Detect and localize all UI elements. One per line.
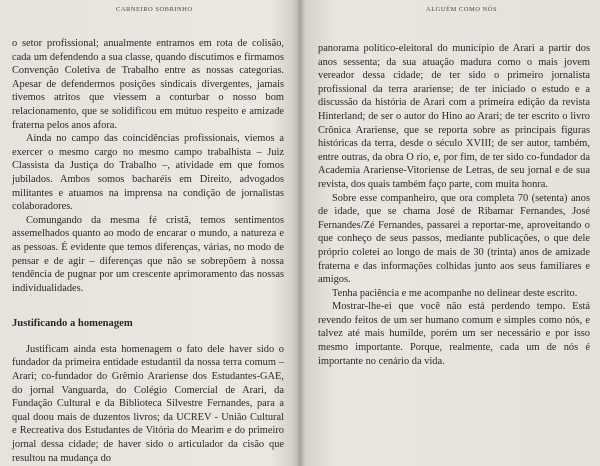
right-page	[304, 0, 600, 466]
paragraph: panorama político-eleitoral do município de Arari a partir dos anos sessenta; da sua atuação madura como o mais jovem vereador dessa cidade; de ter sido o primeiro jornalista profissional da terra arariense; de ter iniciado o estudo e a discussão da história de Arari com a primeira edição da revista Hinterland; de ser o autor do Hino ao Arari; de ter escrito o livro Crônica Arariense, que se reporta sobre as principais figuras históricas da terra, desde o século XVIII; de ser autor, também, entre outras, da obra O rio, e, por fim, de ter sido co-fundador da Academia Arariense-Vitoriense de Letras, de seu jornal e de sua revista, dos quais também faço parte, com muita honra.	[318, 43, 590, 190]
paragraph: Ainda no campo das coincidências profissionais, viemos a exercer o mesmo cargo no mesmo campo trabalhista – Juiz Classista da Justiça do Trabalho –, atividade em que fomos jubilados. Ambos somos bacharéis em Direito, advogados militantes e atuamos na imprensa na condição de jornalistas colaboradores.	[12, 133, 284, 213]
right-page-body	[318, 42, 590, 368]
left-page	[0, 0, 296, 466]
right-running-head: ALGUÉM COMO NÓS	[426, 6, 498, 13]
left-page-body	[12, 37, 284, 465]
paragraph: Comungando da mesma fé cristã, temos sentimentos assemelhados quanto ao modo de encarar o mundo, a natureza e as pessoas. É evidente que temos diferenças, várias, no modo de pensar e de agir – diferenças que não se sobrepõem à nossa tendência de pugnar por um crescente aprimoramento das nossas individualidades.	[12, 214, 284, 294]
section-heading: Justificando a homenagem	[12, 318, 133, 330]
left-running-head: CARNEIRO SOBRINHO	[116, 6, 193, 13]
paragraph: Justificam ainda esta homenagem o fato dele haver sido o fundador da primeira entidade estudantil da nossa terra comum –Arari; co-fundador do Grêmio Arariense dos Estudantes-GAE, do jornal Vanguarda, do Colégio Comercial de Arari, da Fundação Cultural e da Biblioteca Silvestre Fernandes, para a qual doou mais de duzentos livros; da UCREV - União Cultural e Recreativa dos Estudantes de Vitória do Mearim e do primeiro jornal dessa cidade; de haver sido o articulador da cisão que resultou na mudança do	[12, 343, 284, 464]
paragraph: o setor profissional; anualmente entramos em rota de colisão, cada um defendendo a sua classe, quando discutimos e firmamos Convenção Coletiva de Trabalho entre as nossas categorias. Apesar de defendermos posições sindicais divergentes, jamais tivemos atritos que viessem a conturbar o nosso bom relacionamento, que se solidificou em mútuo respeito e amizade fraterna pelos anos afora.	[12, 38, 284, 131]
paragraph: Mostrar-lhe-ei que você não está perdendo tempo. Está revendo feitos de um ser humano comum e simples como nós, e talvez até mais humilde, porém um ser necessário e por isso mesmo importante. Porque, realmente, cada um de nós é importante no cenário da vida.	[318, 301, 590, 367]
paragraph: Tenha paciência e me acompanhe no delinear deste escrito.	[332, 287, 578, 299]
paragraph: Sobre esse companheiro, que ora completa 70 (setenta) anos de idade, que se chama José de Ribamar Fernandes, José Fernandes/Zé Fernandes, passarei a reportar-me, aproveitando o que conheço de seus passos, mediante publicações, o que dele próprio coletei ao longo de mais de 30 (trinta) anos de amizade fraterna e das informações colhidas junto aos seus familiares e amigos.	[318, 192, 590, 286]
